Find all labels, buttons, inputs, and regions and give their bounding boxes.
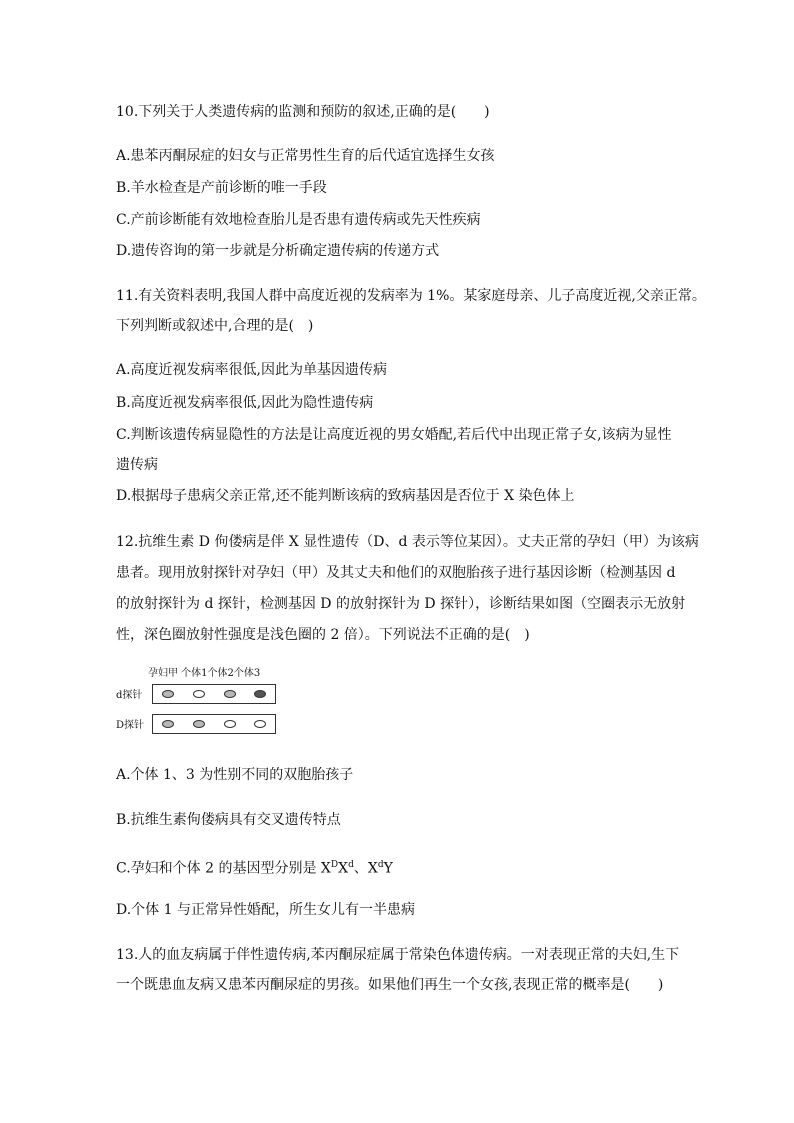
q12-option-a: A.个体 1、3 为性别不同的双胞胎孩子	[116, 767, 354, 783]
probe-diagnosis-figure	[116, 664, 286, 744]
q10-option-d: D.遗传咨询的第一步就是分析确定遗传病的传递方式	[116, 243, 440, 259]
q11-stem-line1: 11.有关资料表明,我国人群中高度近视的发病率为 1%。某家庭母亲、儿子高度近视,父亲正常。	[116, 288, 706, 304]
D-probe-dot-individual-2	[224, 720, 236, 728]
D-probe-label: D探针	[116, 720, 145, 731]
D-probe-row	[152, 714, 276, 734]
figure-header: 孕妇甲 个体1个体2个体3	[148, 668, 261, 679]
q10-stem: 10.下列关于人类遗传病的监测和预防的叙述,正确的是( )	[116, 104, 490, 120]
q12-stem-line1: 12.抗维生素 D 佝偻病是伴 X 显性遗传（D、d 表示等位某因）。丈夫正常的孕妇（甲）为该病	[116, 534, 699, 550]
q13-stem-line2: 一个既患血友病又患苯丙酮尿症的男孩。如果他们再生一个女孩,表现正常的概率是( )	[116, 977, 664, 993]
q11-option-c: C.判断该遗传病显隐性的方法是让高度近视的男女婚配,若后代中出现正常子女,该病为显性	[116, 427, 672, 443]
q11-option-b: B.高度近视发病率很低,因此为隐性遗传病	[116, 395, 374, 411]
q11-option-a: A.高度近视发病率很低,因此为单基因遗传病	[116, 362, 388, 378]
q11-stem-line2: 下列判断或叙述中,合理的是( )	[116, 318, 314, 334]
q11-option-c-cont: 遗传病	[116, 457, 158, 473]
q10-option-c: C.产前诊断能有效地检查胎儿是否患有遗传病或先天性疾病	[116, 212, 481, 228]
q10-option-b: B.羊水检查是产前诊断的唯一手段	[116, 180, 327, 196]
d-probe-dot-pregnant	[162, 690, 174, 698]
d-probe-label: d探针	[116, 690, 143, 701]
D-probe-dot-pregnant	[162, 720, 174, 728]
q12-option-d: D.个体 1 与正常异性婚配，所生女儿有一半患病	[116, 902, 415, 918]
q12-option-b: B.抗维生素佝偻病具有交叉遗传特点	[116, 812, 341, 828]
q12-stem-line2: 患者。现用放射探针对孕妇（甲）及其丈夫和他们的双胞胎孩子进行基因诊断（检测基因 d	[116, 565, 676, 581]
D-probe-dot-individual-1	[193, 720, 205, 728]
q12-option-c: C.孕妇和个体 2 的基因型分别是 $X^DX^d$、$X^dY$	[116, 860, 393, 877]
d-probe-dot-individual-3	[254, 690, 266, 698]
d-probe-dot-individual-2	[224, 690, 236, 698]
d-probe-row	[152, 684, 276, 704]
q10-option-a: A.患苯丙酮尿症的妇女与正常男性生育的后代适宜选择生女孩	[116, 148, 495, 164]
q11-option-d: D.根据母子患病父亲正常,还不能判断该病的致病基因是否位于 X 染色体上	[116, 488, 575, 504]
q12-stem-line3: 的放射探针为 d 探针，检测基因 D 的放射探针为 D 探针），诊断结果如图（空圈表示无放射	[116, 596, 686, 612]
q12-stem-line4: 性，深色圈放射性强度是浅色圈的 2 倍）。下列说法不正确的是( )	[116, 627, 530, 643]
q13-stem-line1: 13.人的血友病属于伴性遗传病,苯丙酮尿症属于常染色体遗传病。一对表现正常的夫妇,生下	[116, 947, 680, 963]
d-probe-dot-individual-1	[193, 690, 205, 698]
D-probe-dot-individual-3	[254, 720, 266, 728]
